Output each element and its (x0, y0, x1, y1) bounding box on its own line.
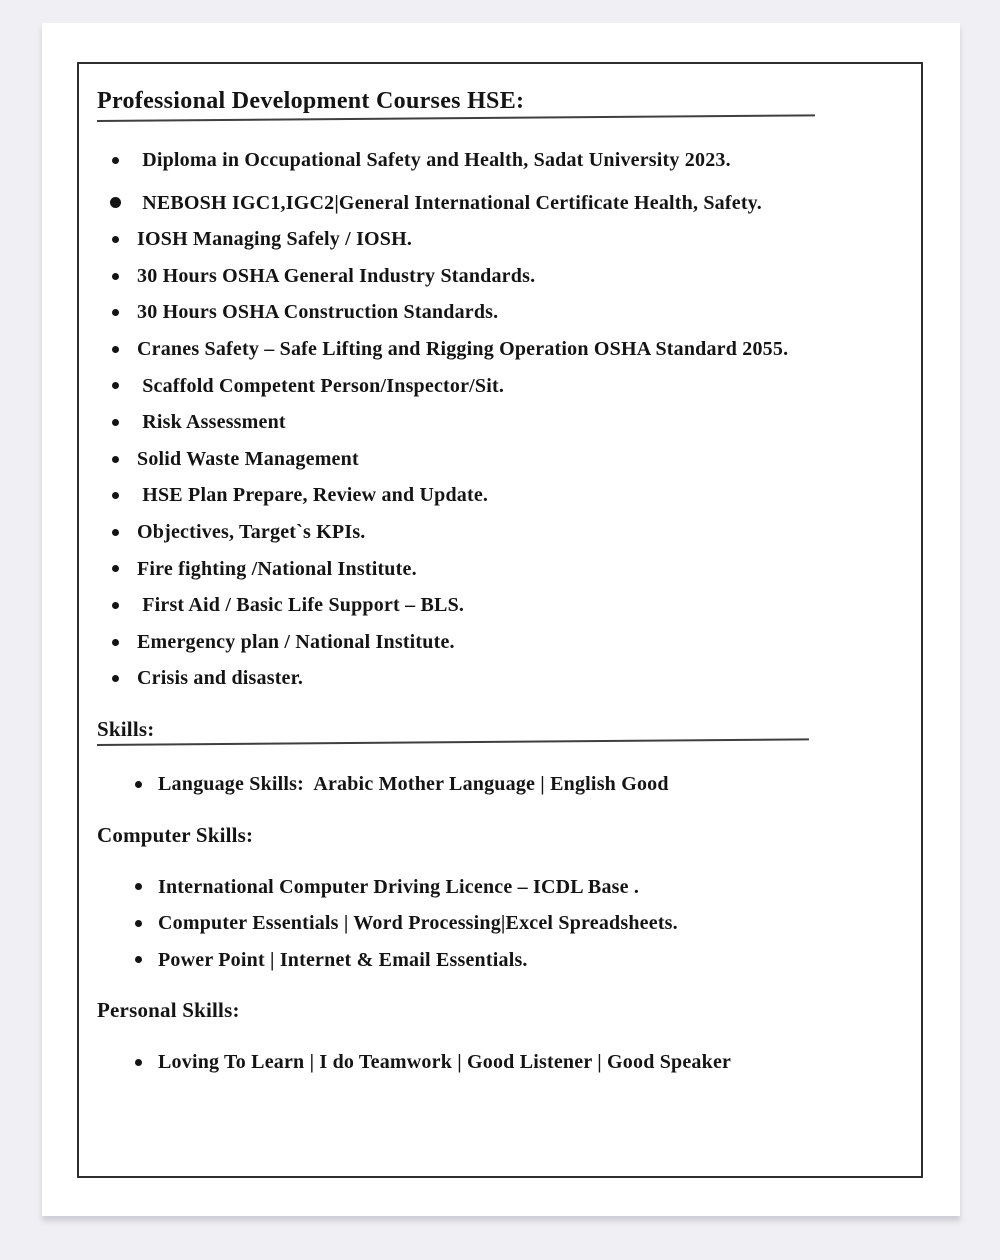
bullet-icon (112, 346, 119, 353)
bullet-icon (135, 781, 142, 788)
list-item (112, 331, 921, 368)
list-item-text: Fire fighting /National Institute. (137, 557, 417, 580)
list-item-text: Crisis and disaster. (137, 667, 304, 690)
list-item (112, 185, 921, 222)
bullet-icon (135, 1059, 142, 1066)
list-item (112, 624, 921, 661)
list-item-text: Cranes Safety – Safe Lifting and Rigging Operation OSHA Standard 2055. (137, 337, 789, 360)
section-heading-professional-development-courses: Professional Development Courses HSE: (97, 88, 525, 114)
list-item-text: Objectives, Target`s KPIs. (137, 520, 366, 543)
list-item (135, 1044, 921, 1081)
list-item (112, 368, 921, 405)
list-item-text: Scaffold Competent Person/Inspector/Sit. (137, 374, 505, 397)
bullet-icon (112, 492, 119, 499)
section-heading-computer-skills: Computer Skills: (97, 822, 254, 847)
bullet-icon (112, 309, 119, 316)
bullet-icon (112, 529, 119, 536)
bullet-icon (112, 273, 119, 280)
list-item-text: 30 Hours OSHA Construction Standards. (137, 301, 499, 324)
list-item-text: Diploma in Occupational Safety and Health, Sadat University 2023. (137, 149, 731, 171)
bullet-icon (112, 157, 119, 164)
list-item (135, 869, 921, 906)
bullet-icon (112, 419, 119, 426)
bullet-icon (135, 920, 142, 927)
list-item (112, 221, 921, 258)
list-item-text: IOSH Managing Safely / IOSH. (137, 228, 413, 251)
document-page (42, 23, 960, 1216)
bullet-icon (112, 675, 119, 682)
list-item (112, 551, 921, 588)
list-item (112, 441, 921, 478)
page-border-frame (77, 62, 923, 1178)
courses-bullet-list (112, 142, 921, 697)
bullet-icon (112, 456, 119, 463)
list-item-text: Solid Waste Management (137, 447, 359, 470)
bullet-icon (112, 602, 119, 609)
bullet-icon (110, 197, 121, 208)
list-item (135, 942, 921, 979)
list-item-text: HSE Plan Prepare, Review and Update. (137, 484, 489, 507)
bullet-icon (112, 639, 119, 646)
list-item-text: Computer Essentials | Word Processing|Excel Spreadsheets. (158, 912, 678, 935)
list-item (112, 294, 921, 331)
section-heading-skills: Skills: (97, 716, 155, 741)
list-item (135, 766, 921, 803)
bullet-icon (135, 956, 142, 963)
list-item (135, 905, 921, 942)
list-item (112, 660, 921, 697)
list-item-text: International Computer Driving Licence – ICDL Base . (158, 875, 640, 898)
list-item-text: 30 Hours OSHA General Industry Standards. (137, 264, 536, 287)
personal-skills-bullet-list (135, 1044, 921, 1081)
bullet-icon (112, 382, 119, 389)
list-item-text: Emergency plan / National Institute. (137, 630, 455, 653)
computer-skills-bullet-list (135, 869, 921, 979)
bullet-icon (112, 565, 119, 572)
list-item-text: NEBOSH IGC1,IGC2|General International Certificate Health, Safety. (137, 191, 762, 214)
list-item (112, 514, 921, 551)
list-item (112, 477, 921, 514)
language-skills-bullet-list (135, 766, 921, 803)
list-item (112, 258, 921, 295)
list-item (112, 404, 921, 441)
list-item-text: Loving To Learn | I do Teamwork | Good Listener | Good Speaker (158, 1051, 732, 1074)
list-item (112, 142, 921, 179)
list-item (112, 587, 921, 624)
list-item-text: First Aid / Basic Life Support – BLS. (137, 594, 465, 617)
bullet-icon (135, 883, 142, 890)
list-item-text: Risk Assessment (137, 411, 286, 434)
list-item-text: Power Point | Internet & Email Essentials. (158, 948, 528, 971)
list-item-text: Language Skills: Arabic Mother Language | English Good (158, 772, 669, 795)
bullet-icon (112, 236, 119, 243)
section-heading-personal-skills: Personal Skills: (97, 998, 240, 1023)
